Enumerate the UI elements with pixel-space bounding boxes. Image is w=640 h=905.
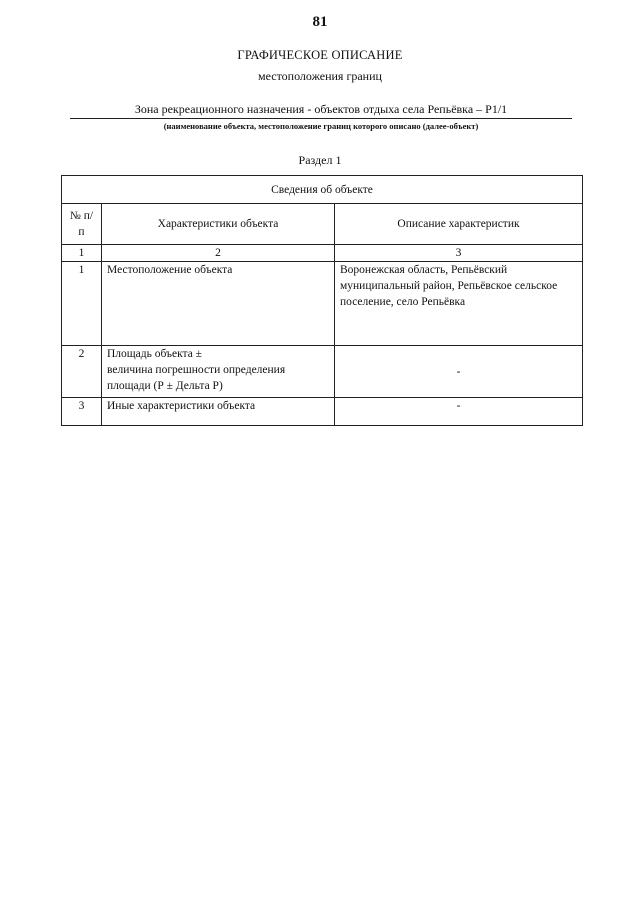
object-info-table [61, 175, 583, 426]
object-name-underline [70, 118, 572, 119]
row-description: Воронежская область, Репьёвский муниципальный район, Репьёвское сельское поселение, село Репьёвка [335, 262, 583, 346]
column-number: 3 [335, 245, 583, 262]
table-row [62, 262, 583, 346]
object-name: Зона рекреационного назначения - объектов отдыха села Репьёвка – Р1/1 [134, 102, 508, 116]
object-name-caption: (наименование объекта, местоположение границ которого описано (далее-объект) [163, 121, 479, 131]
table-caption: Сведения об объекте [62, 176, 583, 204]
column-number: 2 [102, 245, 335, 262]
column-number: 1 [62, 245, 102, 262]
row-characteristic-line: величина погрешности определения площади (Р ± Дельта Р) [107, 364, 286, 392]
row-number: 3 [62, 398, 102, 426]
row-characteristic-line: Площадь объекта ± [107, 348, 202, 360]
header-num: № п/п [62, 204, 102, 245]
row-number: 2 [62, 346, 102, 398]
document-title: ГРАФИЧЕСКОЕ ОПИСАНИЕ [237, 48, 403, 62]
row-characteristic [102, 346, 335, 398]
row-description: - [335, 398, 583, 426]
row-characteristic: Иные характеристики объекта [102, 398, 335, 426]
row-characteristic: Местоположение объекта [102, 262, 335, 346]
header-characteristics: Характеристики объекта [102, 204, 335, 245]
row-number: 1 [62, 262, 102, 346]
section-title: Раздел 1 [298, 153, 342, 167]
table-row [62, 398, 583, 426]
table-row [62, 346, 583, 398]
document-subtitle: местоположения границ [258, 69, 382, 83]
row-description: - [335, 346, 583, 398]
header-description: Описание характеристик [335, 204, 583, 245]
page-number: 81 [312, 14, 328, 30]
